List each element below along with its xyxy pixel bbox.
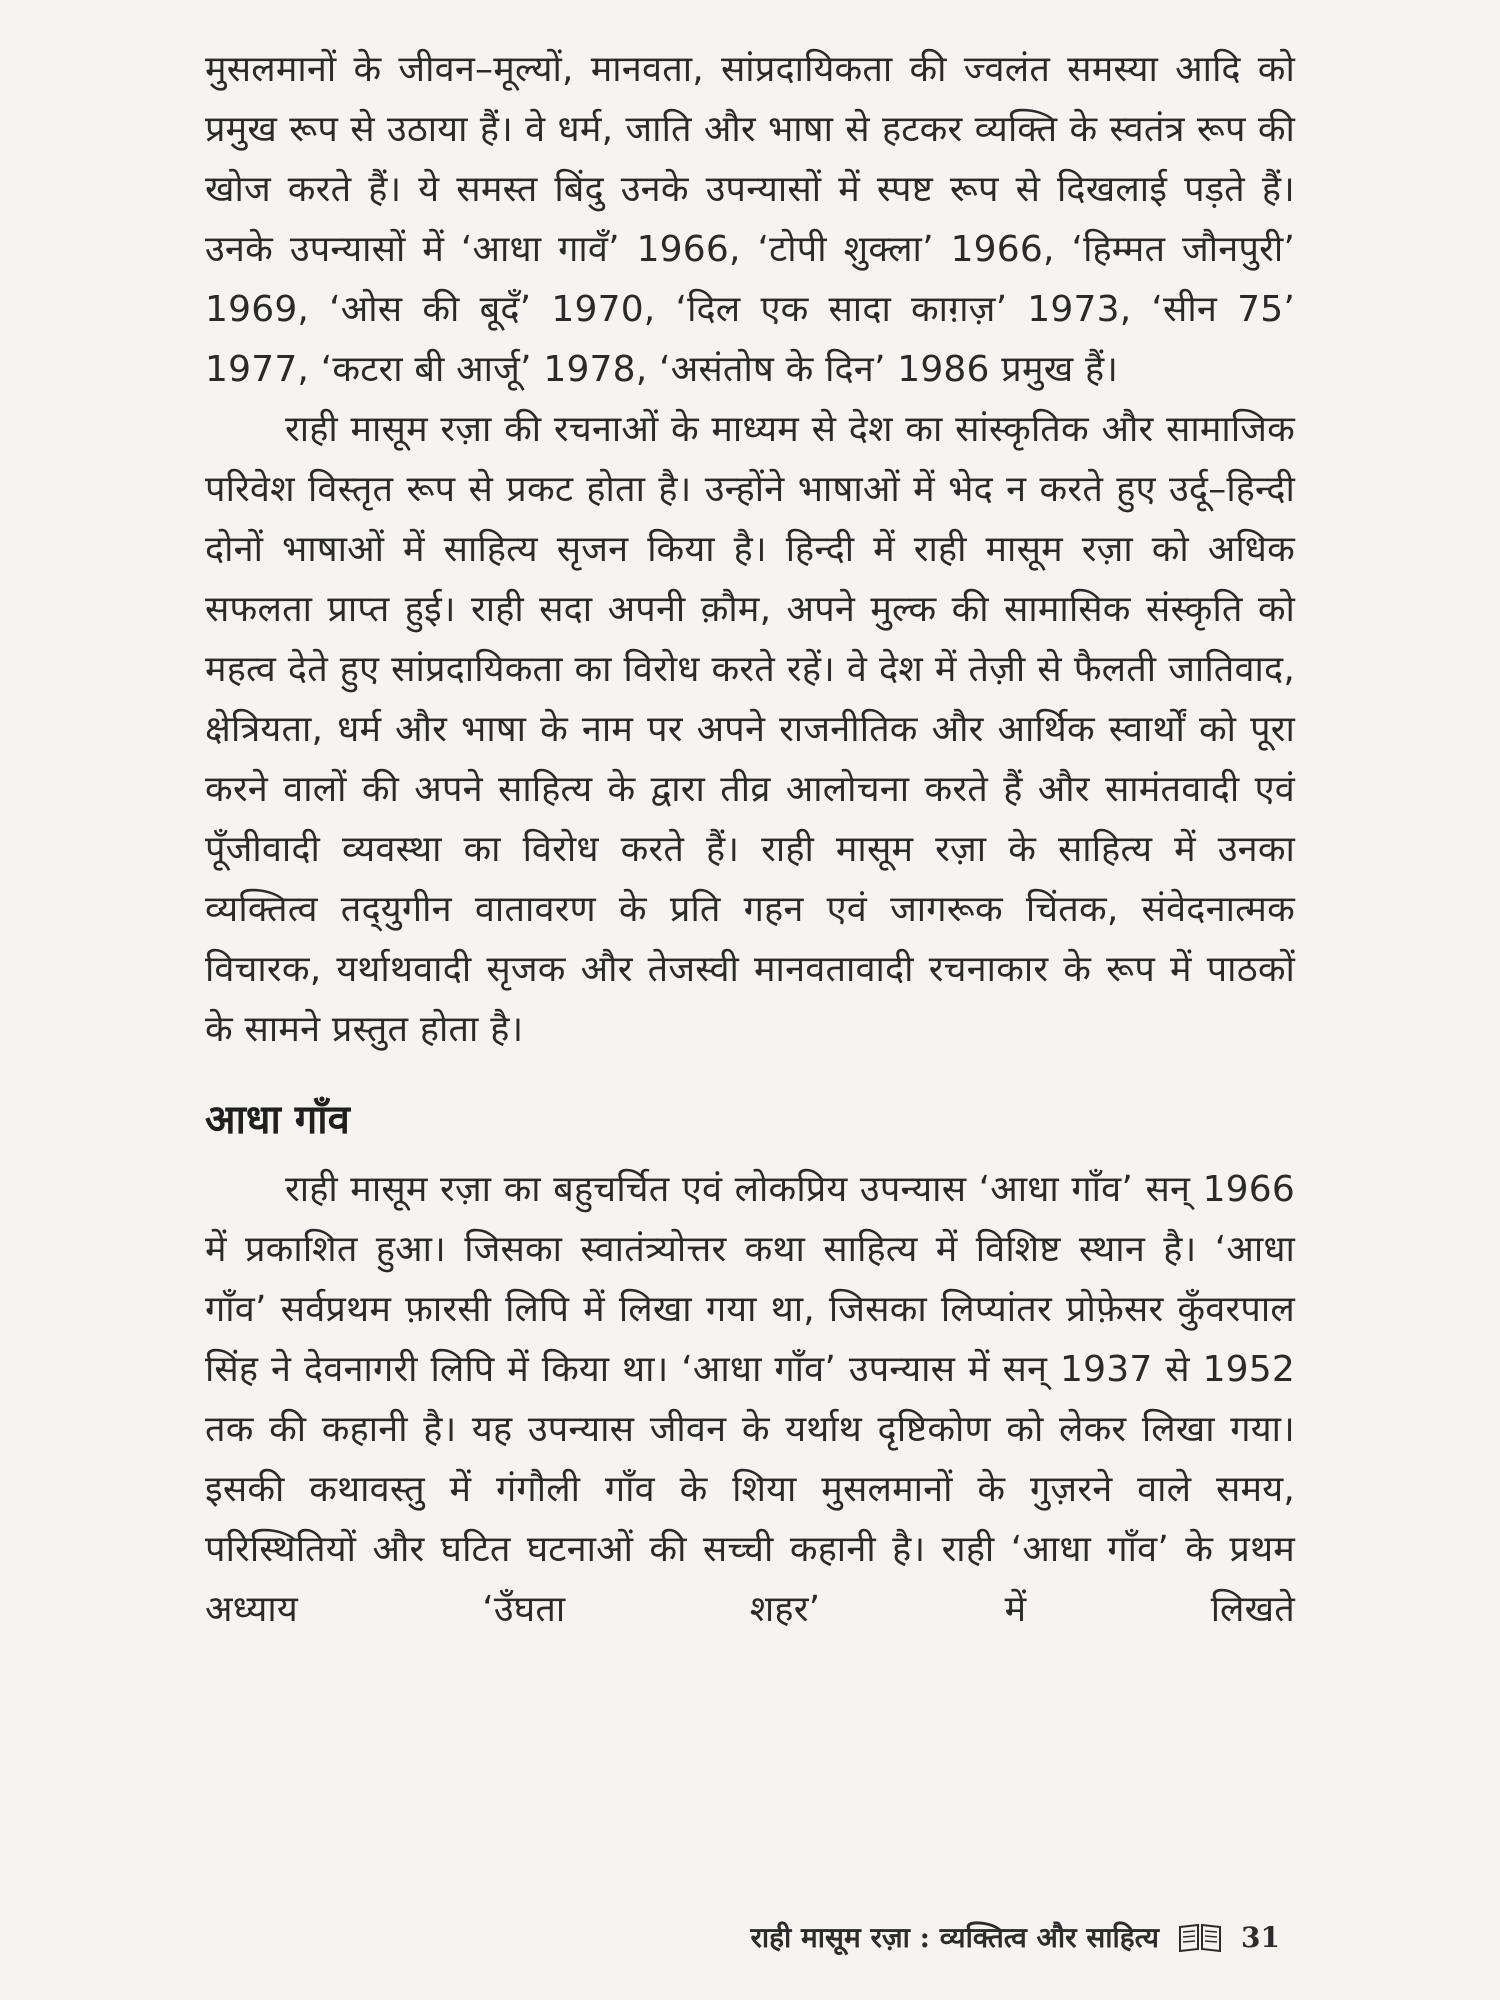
- book-page: [205, 40, 1295, 1960]
- open-book-icon: [1177, 1921, 1223, 1953]
- running-footer: [750, 1918, 1280, 1956]
- running-title: राही मासूम रज़ा : व्यक्तित्व और साहित्य: [750, 1921, 1160, 1954]
- paragraph-rahi-cultural-context: राही मासूम रज़ा की रचनाओं के माध्यम से देश का सांस्कृतिक और सामाजिक परिवेश विस्तृत रूप से प्रकट होता है। उन्होंने भाषाओं में भेद न करते हुए उर्दू–हिन्दी दोनों भाषाओं में साहित्य सृजन किया है। हिन्दी में राही मासूम रज़ा को अधिक सफलता प्राप्त हुई। राही सदा अपनी क़ौम, अपने मुल्क की सामासिक संस्कृति को महत्व देते हुए सांप्रदायिकता का विरोध करते रहें। वे देश में तेज़ी से फैलती जातिवाद, क्षेत्रियता, धर्म और भाषा के नाम पर अपने राजनीतिक और आर्थिक स्वार्थों को पूरा करने वालों की अपने साहित्य के द्वारा तीव्र आलोचना करते हैं और सामंतवादी एवं पूँजीवादी व्यवस्था का विरोध करते हैं। राही मासूम रज़ा के साहित्य में उनका व्यक्तित्व तद्‌युगीन वातावरण के प्रति गहन एवं जागरूक चिंतक, संवेदनात्मक विचारक, यर्थाथवादी सृजक और तेजस्वी मानवतावादी रचनाकार के रूप में पाठकों के सामने प्रस्तुत होता है।: [205, 409, 1295, 1050]
- page-number: 31: [1241, 1920, 1280, 1954]
- paragraph-intro-continued: मुसलमानों के जीवन–मूल्यों, मानवता, सांप्रदायिकता की ज्वलंत समस्या आदि को प्रमुख रूप से उठाया हैं। वे धर्म, जाति और भाषा से हटकर व्यक्ति के स्वतंत्र रूप की खोज करते हैं। ये समस्त बिंदु उनके उपन्यासों में स्पष्ट रूप से दिखलाई पड़ते हैं। उनके उपन्यासों में ‘आधा गावँ’ 1966, ‘टोपी शुक्ला’ 1966, ‘हिम्मत जौनपुरी’ 1969, ‘ओस की बूदँ’ 1970, ‘दिल एक सादा काग़ज़’ 1973, ‘सीन 75’ 1977, ‘कटरा बी आर्जू’ 1978, ‘असंतोष के दिन’ 1986 प्रमुख हैं।: [205, 49, 1295, 390]
- paragraph-aadha-gaon: राही मासूम रज़ा का बहुचर्चित एवं लोकप्रिय उपन्यास ‘आधा गाँव’ सन् 1966 में प्रकाशित हुआ। जिसका स्वातंत्र्योत्तर कथा साहित्य में विशिष्ट स्थान है। ‘आधा गाँव’ सर्वप्रथम फ़ारसी लिपि में लिखा गया था, जिसका लिप्यांतर प्रोफ़ेसर कुँवरपाल सिंह ने देवनागरी लिपि में किया था। ‘आधा गाँव’ उपन्यास में सन् 1937 से 1952 तक की कहानी है। यह उपन्यास जीवन के यर्थाथ दृष्टिकोण को लेकर लिखा गया। इसकी कथावस्तु में गंगौली गाँव के शिया मुसलमानों के गुज़रने वाले समय, परिस्थितियों और घटित घटनाओं की सच्ची कहानी है। राही ‘आधा गाँव’ के प्रथम अध्याय ‘उँघता शहर’ में लिखते: [205, 1169, 1295, 1630]
- section-heading: आधा गाँव: [205, 1097, 350, 1143]
